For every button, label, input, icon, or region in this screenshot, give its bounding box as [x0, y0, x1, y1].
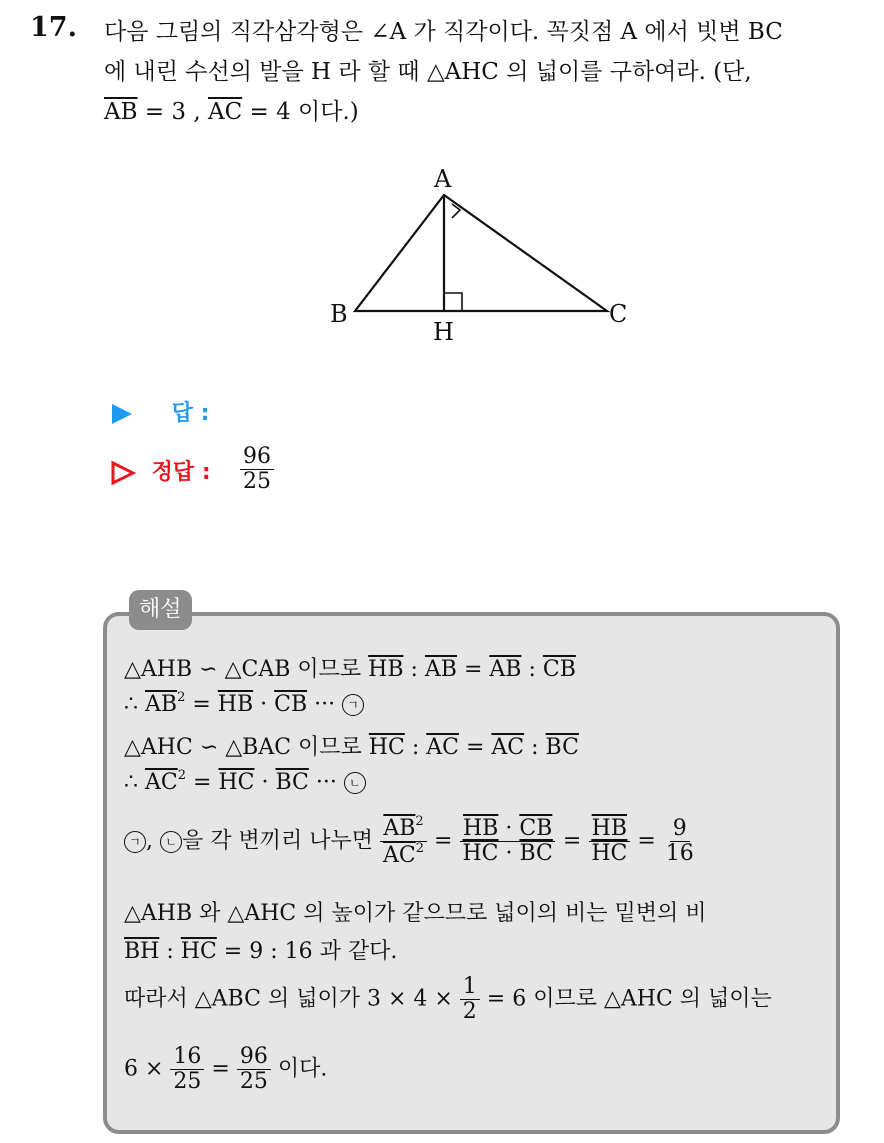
- correct-answer-numerator: 96: [240, 445, 274, 470]
- segment-ab: $\overline{AB}$: [104, 99, 138, 125]
- fraction: [459, 817, 555, 866]
- correct-answer-fraction: [240, 445, 274, 494]
- solution-line-7: [124, 934, 397, 965]
- question-line-1: 다음 그림의 직각삼각형은 ∠A 가 직각이다. 꼭짓점 A 에서 빗변 BC: [104, 19, 783, 45]
- ratio-colon: :: [521, 657, 543, 682]
- segment: $\overline{AC}$: [383, 843, 416, 869]
- solution-text: = 9 : 16 과 같다.: [216, 939, 398, 964]
- solution-line-4: [124, 768, 366, 795]
- numerator: $\overline{HB}$: [589, 817, 630, 842]
- solution-line-9: [124, 1045, 327, 1094]
- segment: $\overline{AC}$: [426, 735, 459, 760]
- circled-mark: ㄴ: [160, 831, 182, 853]
- segment: $\overline{BH}$: [124, 939, 160, 964]
- label-b: B: [330, 300, 348, 328]
- segment: $\overline{AB}$: [489, 657, 522, 682]
- segment: $\overline{HB}$: [217, 692, 254, 717]
- segment: $\overline{HC}$: [368, 735, 405, 760]
- solution-line-3: [124, 730, 579, 761]
- denominator: HC: [591, 841, 628, 867]
- circled-mark: ㄱ: [124, 831, 146, 853]
- denominator: [459, 842, 555, 866]
- numerator: [460, 817, 555, 842]
- question-number: 17.: [30, 12, 77, 43]
- segment: $\overline{HC}$: [180, 939, 217, 964]
- solution-line-8: [124, 975, 772, 1024]
- exponent: 2: [177, 768, 187, 783]
- solution-text: △AHC ∽ △BAC 이므로: [124, 735, 369, 760]
- segment: $\overline{HB}$: [368, 657, 404, 682]
- solution-line-6: △AHB 와 △AHC 의 높이가 같으므로 넓이의 비는 밑변의 비: [124, 901, 707, 926]
- segment: $\overline{BC}$: [275, 770, 309, 795]
- dot: ·: [498, 841, 520, 867]
- solution-text: 따라서 △ABC 의 넓이가 3 × 4 ×: [124, 986, 460, 1012]
- therefore: ∴: [124, 692, 145, 717]
- equals: =: [434, 828, 460, 854]
- correct-answer-label: 정답 :: [151, 460, 211, 485]
- dot: ·: [253, 692, 275, 717]
- correct-answer-row: [110, 455, 211, 486]
- segment: $\overline{BC}$: [519, 841, 553, 867]
- fraction: [588, 817, 630, 866]
- label-h: H: [433, 318, 454, 346]
- play-triangle-icon: [110, 402, 134, 426]
- solution-text: = 6 이므로 △AHC 의 넓이는: [479, 986, 772, 1012]
- segment: $\overline{HC}$: [218, 770, 255, 795]
- fraction: [460, 975, 480, 1024]
- solution-text: 을 각 변끼리 나누면: [182, 828, 380, 854]
- ellipsis: ···: [307, 692, 343, 717]
- denominator: 25: [173, 1069, 202, 1095]
- comma: ,: [146, 828, 160, 854]
- circled-mark: ㄴ: [344, 772, 366, 794]
- denominator: 2: [462, 999, 477, 1025]
- solution-line-2: [124, 690, 364, 717]
- triangle-abc: [355, 195, 607, 311]
- question-text: [104, 12, 864, 132]
- numerator: [380, 815, 426, 842]
- equals: =: [185, 692, 218, 717]
- denominator: 16: [665, 841, 694, 867]
- solution-line-1: [124, 652, 576, 683]
- exponent: 2: [415, 841, 425, 857]
- numerator: 9: [670, 817, 690, 842]
- denominator: 25: [239, 1069, 268, 1095]
- label-a: A: [434, 165, 452, 193]
- numerator: 96: [237, 1045, 271, 1070]
- ratio-colon: :: [159, 939, 181, 964]
- segment: $\overline{AB}$: [424, 657, 457, 682]
- question-line-2: 에 내린 수선의 발을 H 라 할 때 △AHC 의 넓이를 구하여라. (단,: [104, 59, 752, 85]
- numerator: 1: [460, 975, 480, 1000]
- ratio-colon: :: [524, 735, 546, 760]
- solution-tag: 해설: [129, 590, 192, 630]
- denominator: [380, 842, 427, 868]
- fraction: [663, 817, 697, 866]
- fraction: [170, 1045, 204, 1094]
- dot: ·: [254, 770, 276, 795]
- solution-text: △AHB ∽ △CAB 이므로: [124, 657, 369, 682]
- equals: =: [562, 828, 589, 854]
- triangle-figure: [320, 160, 650, 350]
- ratio-colon: :: [403, 657, 425, 682]
- exponent: 2: [177, 690, 186, 705]
- circled-mark: ㄱ: [342, 694, 364, 716]
- solution-text: 이다.: [270, 1056, 328, 1082]
- fraction: [237, 1045, 271, 1094]
- segment: $\overline{CB}$: [542, 657, 576, 682]
- question-line-3-end: = 4 이다.): [242, 99, 359, 125]
- label-c: C: [609, 300, 628, 328]
- segment: $\overline{HB}$: [463, 816, 499, 841]
- therefore: ∴: [124, 770, 145, 795]
- segment: $\overline{HC}$: [462, 841, 499, 867]
- segment: $\overline{BC}$: [545, 735, 579, 760]
- exponent: 2: [415, 814, 424, 829]
- right-angle-mark-h: [444, 293, 462, 311]
- answer-label: 답 :: [171, 401, 210, 426]
- segment: $\overline{AC}$: [491, 735, 525, 760]
- answer-row: [110, 396, 209, 427]
- segment: $\overline{AB}$: [145, 692, 178, 717]
- correct-answer-denominator: 25: [243, 469, 271, 495]
- equals: =: [204, 1056, 237, 1082]
- question-line-3-mid: = 3 ,: [137, 99, 208, 125]
- segment: $\overline{AC}$: [145, 770, 178, 795]
- segment: $\overline{CB}$: [274, 692, 308, 717]
- solution-line-5: [124, 815, 697, 868]
- equals: =: [186, 770, 219, 795]
- question-line-3: [104, 92, 864, 132]
- equals: =: [637, 828, 663, 854]
- dot: ·: [498, 816, 520, 841]
- ratio-colon: :: [404, 735, 427, 760]
- fraction: [380, 815, 427, 868]
- ellipsis: ···: [308, 770, 344, 795]
- numerator: 16: [170, 1045, 204, 1070]
- equals: =: [458, 735, 492, 760]
- segment-ac: $\overline{AC}$: [207, 99, 243, 125]
- segment: $\overline{CB}$: [519, 816, 553, 841]
- solution-text: 6 ×: [124, 1056, 171, 1082]
- equals: =: [456, 657, 490, 682]
- outline-triangle-icon: [110, 460, 136, 486]
- segment: $\overline{AB}$: [383, 816, 416, 841]
